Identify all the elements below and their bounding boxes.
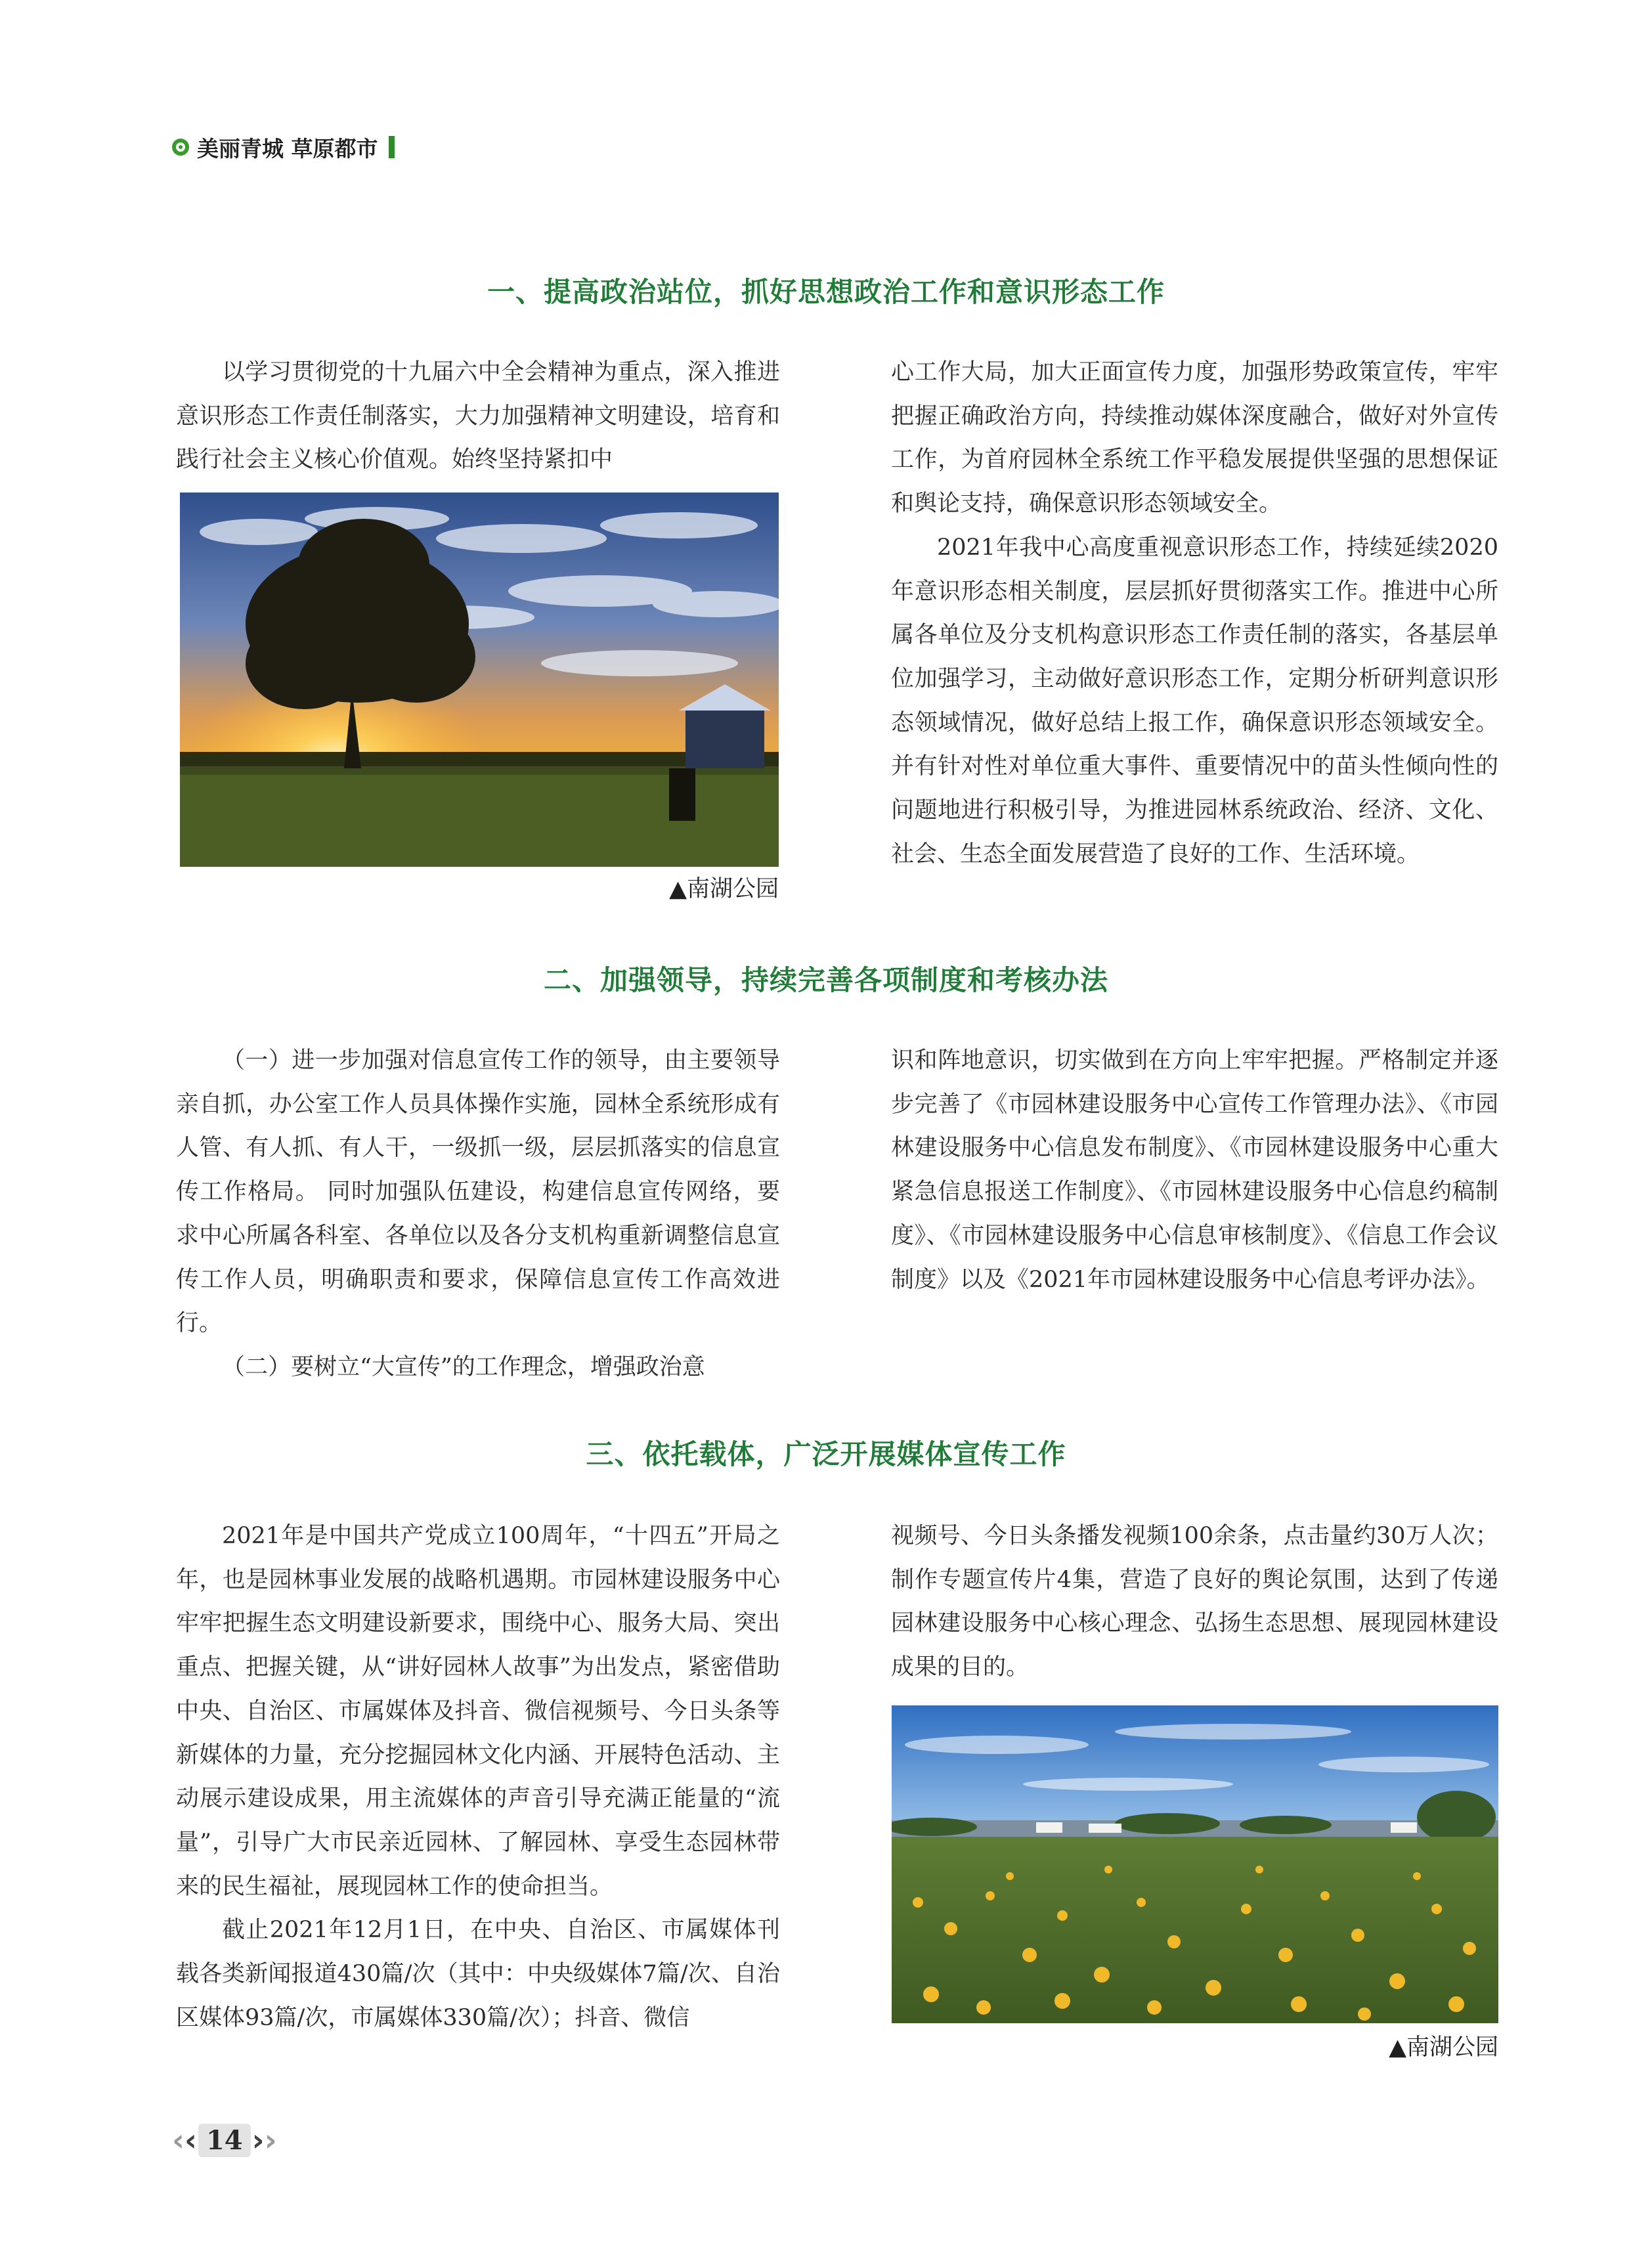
- paragraph: （二）要树立“大宣传”的工作理念，增强政治意: [222, 1353, 705, 1380]
- section-heading-1: 一、提高政治站位，抓好思想政治工作和意识形态工作: [487, 276, 1165, 308]
- photo-caption-1: ▲南湖公园: [669, 876, 779, 902]
- paragraph: （一）进一步加强对信息宣传工作的领导，由主要领导亲自抓，办公室工作人员具体操作实施，园林全系统形成有人管、有人抓、有人干，一级抓一级，层层抓落实的信息宣传工作格局。 同时加强队伍建设，构建信息宣传网络，要求中心所属各科室、各单位以及各分支机构重新调整信息宣传工作人员，明确职责和要求，保障信息宣传工作高效进行。: [176, 1047, 780, 1337]
- header-bar-icon: [389, 136, 395, 158]
- section2-right-column: [891, 1039, 1498, 1302]
- ring-bullet-icon: [172, 139, 189, 156]
- section1-right-column: [891, 351, 1498, 876]
- chevron-left-icon: ‹: [184, 2122, 197, 2158]
- photo-caption-2: ▲南湖公园: [1389, 2034, 1498, 2061]
- photo-flower-meadow: [892, 1705, 1498, 2023]
- page-number: [172, 2118, 277, 2162]
- chevron-right-light-icon: ›: [264, 2122, 277, 2158]
- chevron-left-light-icon: ‹: [172, 2122, 185, 2158]
- paragraph: 截止2021年12月1日，在中央、自治区、市属媒体刊载各类新闻报道430篇/次（其中：中央级媒体7篇/次、自治区媒体93篇/次，市属媒体330篇/次）；抖音、微信: [176, 1917, 780, 2031]
- running-header: [172, 129, 395, 165]
- section-heading-2: 二、加强领导，持续完善各项制度和考核办法: [543, 964, 1108, 996]
- paragraph: 以学习贯彻党的十九届六中全会精神为重点，深入推进意识形态工作责任制落实，大力加强精神文明建设，培育和践行社会主义核心价值观。始终坚持紧扣中: [176, 359, 780, 473]
- section1-left-column: [176, 351, 780, 482]
- paragraph: 心工作大局，加大正面宣传力度，加强形势政策宣传，牢牢把握正确政治方向，持续推动媒体深度融合，做好对外宣传工作，为首府园林全系统工作平稳发展提供坚强的思想保证和舆论支持，确保意识形态领域安全。: [891, 359, 1498, 517]
- section3-right-column: [891, 1514, 1498, 1690]
- photo-sunset-tree: [180, 493, 779, 867]
- paragraph: 2021年是中国共产党成立100周年，“十四五”开局之年，也是园林事业发展的战略机遇期。市园林建设服务中心牢牢把握生态文明建设新要求，围绕中心、服务大局、突出重点、把握关键，从“讲好园林人故事”为出发点，紧密借助中央、自治区、市属媒体及抖音、微信视频号、今日头条等新媒体的力量，充分挖掘园林文化内涵、开展特色活动、主动展示建设成果，用主流媒体的声音引导充满正能量的“流量”，引导广大市民亲近园林、了解园林、享受生态园林带来的民生福祉，展现园林工作的使命担当。: [176, 1523, 780, 1900]
- page-number-text: 14: [198, 2124, 251, 2157]
- section2-left-column: [176, 1039, 780, 1390]
- sunset-tree-image: [180, 493, 779, 867]
- paragraph: 识和阵地意识，切实做到在方向上牢牢把握。严格制定并逐步完善了《市园林建设服务中心宣传工作管理办法》、《市园林建设服务中心信息发布制度》、《市园林建设服务中心重大紧急信息报送工作制度》、《市园林建设服务中心信息约稿制度》、《市园林建设服务中心信息审核制度》、《信息工作会议制度》以及《2021年市园林建设服务中心信息考评办法》。: [891, 1047, 1498, 1293]
- chevron-right-icon: ›: [251, 2122, 265, 2158]
- paragraph: 视频号、今日头条播发视频100余条，点击量约30万人次；制作专题宣传片4集，营造了良好的舆论氛围，达到了传递园林建设服务中心核心理念、弘扬生态思想、展现园林建设成果的目的。: [891, 1523, 1498, 1681]
- paragraph: 2021年我中心高度重视意识形态工作，持续延续2020年意识形态相关制度，层层抓好贯彻落实工作。推进中心所属各单位及分支机构意识形态工作责任制的落实，各基层单位加强学习，主动做好意识形态工作，定期分析研判意识形态领域情况，做好总结上报工作，确保意识形态领域安全。并有针对性对单位重大事件、重要情况中的苗头性倾向性的问题地进行积极引导，为推进园林系统政治、经济、文化、社会、生态全面发展营造了良好的工作、生活环境。: [891, 534, 1498, 867]
- section-heading-3: 三、依托载体，广泛开展媒体宣传工作: [586, 1438, 1066, 1470]
- section3-left-column: [176, 1514, 780, 2040]
- running-header-title: 美丽青城 草原都市: [197, 135, 378, 162]
- flower-meadow-image: [892, 1705, 1498, 2023]
